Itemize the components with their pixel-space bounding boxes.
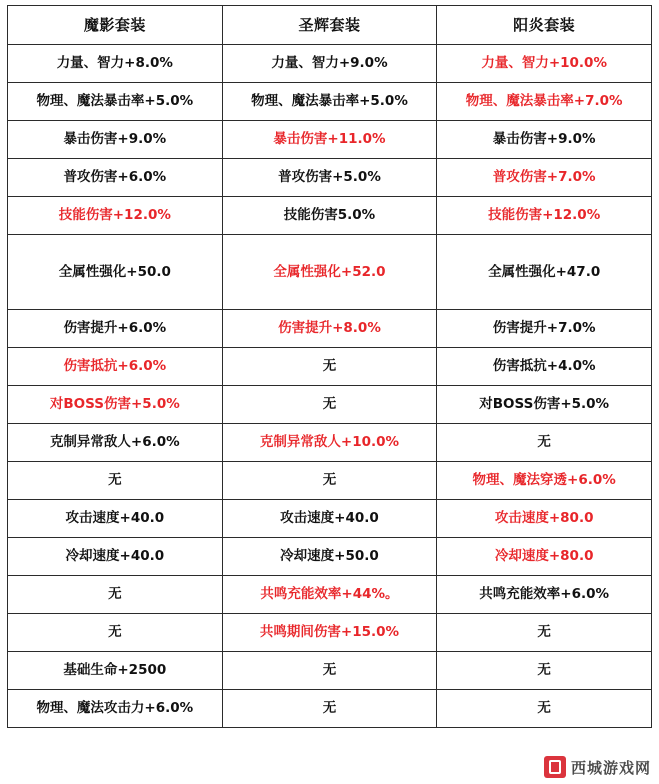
cell-value: 无	[537, 624, 551, 641]
cell-value: 力量、智力+10.0%	[481, 55, 607, 72]
cell-value: 物理、魔法攻击力+6.0%	[36, 700, 194, 717]
table-cell	[8, 500, 223, 538]
table-cell	[437, 614, 652, 652]
cell-value: 无	[322, 358, 337, 375]
cell-value: 物理、魔法穿透+6.0%	[472, 472, 616, 489]
watermark-text: 西城游戏网	[570, 758, 651, 777]
cell-value: 普攻伤害+7.0%	[492, 169, 596, 186]
table-cell	[8, 538, 223, 576]
table-row	[8, 500, 652, 538]
table-cell	[437, 386, 652, 424]
cell-value: 攻击速度+40.0	[280, 510, 379, 527]
set-comparison-table	[7, 5, 652, 728]
cell-value: 克制异常敌人+6.0%	[49, 434, 180, 451]
table-cell	[8, 310, 223, 348]
cell-value: 普攻伤害+6.0%	[63, 169, 167, 186]
cell-value: 共鸣充能效率+6.0%	[479, 586, 610, 603]
table-cell	[8, 386, 223, 424]
table-row	[8, 462, 652, 500]
table-cell	[437, 652, 652, 690]
table-cell	[222, 386, 437, 424]
table-row	[8, 424, 652, 462]
table-cell	[222, 652, 437, 690]
table-cell	[437, 235, 652, 310]
cell-value: 冷却速度+80.0	[494, 548, 594, 565]
cell-value: 无	[537, 434, 551, 451]
table-cell	[222, 45, 437, 83]
table-cell	[8, 45, 223, 83]
cell-value: 全属性强化+52.0	[273, 263, 386, 280]
cell-value: 共鸣充能效率+44%。	[260, 586, 399, 603]
cell-value: 物理、魔法暴击率+5.0%	[36, 93, 194, 110]
table-cell	[222, 424, 437, 462]
table-cell	[222, 538, 437, 576]
cell-value: 对BOSS伤害+5.0%	[479, 396, 610, 413]
table-cell	[437, 500, 652, 538]
table-cell	[222, 121, 437, 159]
cell-value: 全属性强化+47.0	[488, 263, 601, 280]
table-row	[8, 121, 652, 159]
cell-value: 冷却速度+40.0	[65, 548, 165, 565]
cell-value: 无	[108, 624, 122, 641]
cell-value: 攻击速度+80.0	[494, 510, 594, 527]
column-header-3: 阳炎套装	[437, 6, 652, 45]
cell-value: 伤害抵抗+4.0%	[492, 358, 596, 375]
table-cell	[437, 159, 652, 197]
table-cell	[222, 576, 437, 614]
table-cell	[8, 614, 223, 652]
table-cell	[222, 500, 437, 538]
cell-value: 力量、智力+8.0%	[56, 55, 173, 72]
table-cell	[8, 83, 223, 121]
table-row	[8, 690, 652, 728]
table-cell	[437, 348, 652, 386]
column-header-1: 魔影套装	[8, 6, 223, 45]
table-cell	[8, 690, 223, 728]
table-cell	[437, 121, 652, 159]
cell-value: 无	[322, 472, 337, 489]
table-cell	[8, 652, 223, 690]
cell-value: 技能伤害5.0%	[283, 207, 376, 224]
table-cell	[8, 462, 223, 500]
table-row	[8, 614, 652, 652]
cell-value: 伤害提升+8.0%	[278, 320, 381, 337]
cell-value: 暴击伤害+11.0%	[273, 131, 386, 148]
table-cell	[437, 424, 652, 462]
table-cell	[437, 576, 652, 614]
table-row	[8, 45, 652, 83]
cell-value: 克制异常敌人+10.0%	[259, 434, 400, 451]
table-row	[8, 576, 652, 614]
table-cell	[222, 310, 437, 348]
watermark	[544, 756, 651, 778]
cell-value: 无	[537, 662, 551, 679]
cell-value: 普攻伤害+5.0%	[278, 169, 381, 186]
table-cell	[8, 576, 223, 614]
table-row	[8, 159, 652, 197]
cell-value: 无	[108, 586, 122, 603]
table-cell	[437, 197, 652, 235]
table-cell	[8, 121, 223, 159]
table-cell	[222, 462, 437, 500]
table-cell	[437, 310, 652, 348]
table-row	[8, 310, 652, 348]
cell-value: 暴击伤害+9.0%	[492, 131, 596, 148]
table-cell	[8, 197, 223, 235]
table-cell	[222, 614, 437, 652]
table-cell	[222, 348, 437, 386]
table-cell	[222, 83, 437, 121]
table-row	[8, 386, 652, 424]
cell-value: 伤害抵抗+6.0%	[63, 358, 167, 375]
table-cell	[222, 159, 437, 197]
cell-value: 无	[537, 700, 551, 717]
cell-value: 全属性强化+50.0	[58, 263, 171, 280]
cell-value: 技能伤害+12.0%	[488, 207, 601, 224]
table-row	[8, 652, 652, 690]
table-cell	[222, 197, 437, 235]
table-row	[8, 538, 652, 576]
table-cell	[437, 83, 652, 121]
cell-value: 伤害提升+6.0%	[63, 320, 167, 337]
cell-value: 暴击伤害+9.0%	[63, 131, 167, 148]
cell-value: 物理、魔法暴击率+7.0%	[465, 93, 623, 110]
table-cell	[437, 462, 652, 500]
table-header-row	[8, 6, 652, 45]
table-row	[8, 83, 652, 121]
shield-logo-icon	[544, 756, 566, 778]
table-header	[8, 6, 652, 45]
table-row	[8, 197, 652, 235]
cell-value: 伤害提升+7.0%	[492, 320, 596, 337]
table-cell	[437, 45, 652, 83]
column-header-2: 圣辉套装	[222, 6, 437, 45]
table-body	[8, 45, 652, 728]
cell-value: 力量、智力+9.0%	[271, 55, 388, 72]
cell-value: 共鸣期间伤害+15.0%	[259, 624, 400, 641]
cell-value: 攻击速度+40.0	[65, 510, 165, 527]
table-row	[8, 235, 652, 310]
cell-value: 无	[322, 662, 337, 679]
cell-value: 基础生命+2500	[63, 662, 167, 679]
table-cell	[437, 690, 652, 728]
table-cell	[8, 159, 223, 197]
cell-value: 无	[108, 472, 122, 489]
comparison-sheet	[0, 5, 659, 784]
table-cell	[8, 424, 223, 462]
cell-value: 物理、魔法暴击率+5.0%	[251, 93, 408, 110]
cell-value: 技能伤害+12.0%	[58, 207, 171, 224]
table-row	[8, 348, 652, 386]
cell-value: 无	[322, 396, 337, 413]
table-cell	[222, 235, 437, 310]
table-cell	[222, 690, 437, 728]
cell-value: 冷却速度+50.0	[280, 548, 379, 565]
table-cell	[8, 235, 223, 310]
cell-value: 无	[322, 700, 337, 717]
table-cell	[437, 538, 652, 576]
cell-value: 对BOSS伤害+5.0%	[49, 396, 180, 413]
table-cell	[8, 348, 223, 386]
